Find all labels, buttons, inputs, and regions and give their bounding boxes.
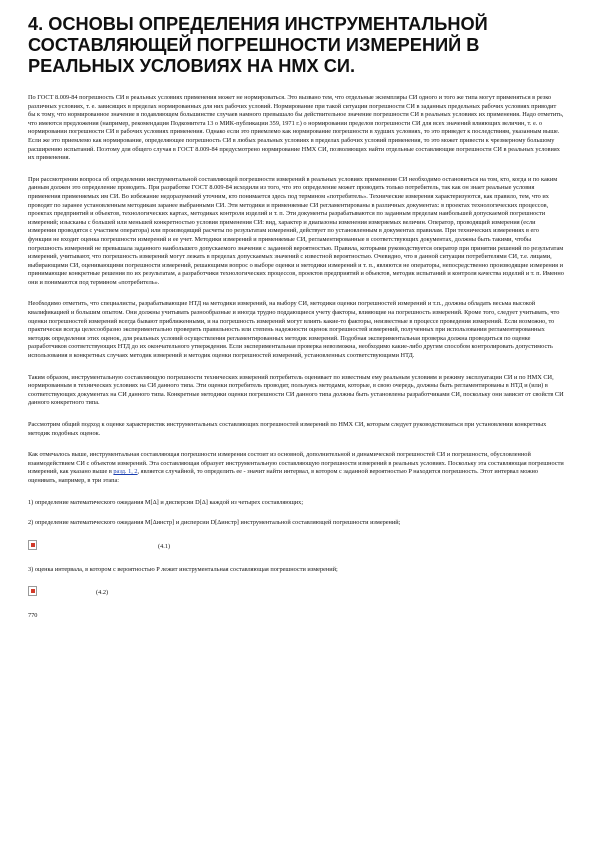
section-link[interactable]: разд. 1, 2 (113, 468, 138, 476)
paragraph-5: Рассмотрим общий подход к оценке характеристик инструментальных составляющих погрешностей измерений по НМХ СИ, которым следует руководствоваться при установлении конкретных методик подобных оценок. (28, 421, 547, 437)
formula-4-1 (28, 540, 564, 552)
paragraph-6-text-a: Как отмечалось выше, инструментальная составляющая погрешности измерения состоит из основной, дополнительной и динамической погрешностей СИ и погрешности, обусловленной взаимодействием СИ с объектом измерений. Эта составляющая образует инструментальную составляющую погрешности измерений в реальных условиях. Поскольку эта составляющая погрешности измерений, как указано выше в (28, 451, 564, 476)
step-2: 2) определение математического ожидания M[Δинстр] и дисперсии D[Δинстр] инструментальной составляющей погрешности измерений; (28, 519, 401, 527)
broken-image-icon (28, 540, 37, 550)
step-1: 1) определение математического ожидания M[Δ] и дисперсии D[Δ] каждой из четырех составляющих; (28, 498, 304, 506)
equation-number: (4.1) (158, 542, 171, 550)
paragraph-3: Необходимо отметить, что специалисты, разрабатывающие НТД на методики измерений, на выбору СИ, методики оценки погрешностей измерений и т.п., должны обладать весьма высокой квалификацией и большим опытом. Они должны учитывать разнообразные и иногда трудно поддающиеся учету факторы, влияющие на погрешность измерений. Кроме того, следует учитывать, что оценки погрешностей измерений всегда бывают приближенными, и на погрешность измерений могут влиять какие-то факторы, неизвестные в процессе проведения измерений. Если возможно, то практически всегда целесообразно экспериментально проверить правильность или степень надежности оценок погрешностей измерений, полученных при использовании регламентированных методик определения этих оценок, для реальных условий осуществления регламентированных методик измерений. Подобная экспериментальная проверка должна проводиться по оценке разработчиков соответствующих НТД до их окончательного утверждения. Если экспериментальная проверка невозможна, необходимо какие-либо другим способом контролировать допустимость использования в конкретных случаях методик измерений и методик оценки погрешностей измерений, установленных соответствующими НТД. (28, 300, 560, 360)
formula-4-2 (28, 586, 564, 598)
page-footer: 770 (28, 612, 38, 620)
equation-number: (4.2) (96, 589, 109, 597)
paragraph-6-text-b: , является случайной, то определить ее - значит найти интервал, в котором с заданной вероятностью P находится погрешность. Этот интервал можно оценивать, например, в три этапа: (28, 468, 539, 484)
broken-image-icon (28, 586, 37, 596)
paragraph-2: При рассмотрении вопроса об определении инструментальной составляющей погрешности измерений в реальных условиях применения СИ необходимо остановиться на том, кто, когда и по каким данным должен это определение проводить. При разработке ГОСТ 8.009-84 исходили из того, что это определение может проводить только потребитель, так как он знает реальные условия применения применяемых им СИ. Во избежание недоразумений уточним, кто понимается здесь под термином «потребитель». Технические измерения характеризуются, как правило, тем, что их проводят по заранее установленным методикам заранее выбранными СИ. Эти методики и применяемые СИ регламентированы в различных документах: в проектах технологических процессов, проектах предприятий и объектов, технологических картах, методиках контроля изделий и т. п. Эти документы разрабатываются по заданным пределам наибольшей допускаемой погрешности измерений; изысканы с большей или меньшей конкретностью условия применения СИ: вид, характер и диапазоны изменения измеряемых величин. Оператор, проводящий измерения (если измерения проводятся с участием оператора) или производящий расчеты по результатам измерений, действует по установленным в документах правилам. При технических измерениях в его функции не входит оценка погрешности измерений и ее учет. Методики измерений и применяемые СИ, регламентированные в соответствующих документах, должны быть такими, чтобы погрешность измерений не превышала заданного наибольшего допускаемого значения с заданной вероятностью. Правила, которыми руководствуется оператор при принятии решений по результатам измерений, учитывают, что погрешность измерений могут лежать в пределах допускаемых значений с известной вероятностью. Очевидно, что в данной ситуации потребителями СИ, т.е. лицами, выбирающими СИ, оценивающими погрешности измерений, решающими вопрос о выборе оценки и методики измерений и т. п., являются не операторы, непосредственно производящие измерения и принимающие конкретные решения по их результатам, а разработчики технологических процессов, проектов предприятий и объектов, методик испытаний и контроля качества изделий и т. п. Именно они и понимаются под термином «потребитель». (28, 175, 564, 286)
paragraph-4: Таким образом, инструментальную составляющую погрешности технических измерений потребитель оценивает по известным ему реальным условиям и режиму эксплуатации СИ и по НМХ СИ, нормированным в технических условиях на СИ данного типа. Эти оценки потребитель проводит, пользуясь методами, которые, в свою очередь, должны быть регламентированы в НТД и (или) в соответствующих документах на СИ данного типа. Конкретные методики оценки погрешности СИ данного типа должны быть установлены разработчиками СИ, поскольку они зависят от свойств СИ данного конкретного типа. (28, 373, 564, 407)
paragraph-1: По ГОСТ 8.009-84 погрешность СИ в реальных условиях применения может не нормироваться. Это вызвано тем, что отдельные экземпляры СИ одного и того же типа могут применяться в резко различных условиях, т. е. зависящих в пределах нормированных для них рабочих условий. Нормирование при такой ситуации погрешности СИ в заданных предельных рабочих условиях приводит бы к тому, что нормированное значение в подавляющем большинстве случаев намного превышало бы действительное значение погрешности СИ в реальных условиях их применения. Надо отметить, что имеются предложения (например, рекомендация Подкомитета 13 о МИК-публикации 359, 1971 г.) о нормировании пределов погрешности СИ для всех значений влияющих величин, т. е. о нормировании погрешности СИ в рабочих условиях применения. Однако если это приемлемо как нормирование погрешности в худших условиях, то это приведет к последствиям, указанным выше. Если же это приемлемо как нормирование, определяющее погрешность СИ в любых реальных условиях в пределах рабочих условий применения, то это может привести к чрезмерному большому расширению испытаний. Поэтому для общего случая в ГОСТ 8.009-84 предусмотрено нормирование НМХ СИ, позволяющих найти отдельные составляющие погрешности СИ в реальных условиях их применения. (28, 94, 564, 162)
document-page (28, 14, 564, 620)
paragraph-6 (28, 451, 564, 485)
step-3: 3) оценка интервала, в котором с вероятностью P лежит инструментальная составляющая погрешности измерений; (28, 565, 338, 573)
page-title: 4. ОСНОВЫ ОПРЕДЕЛЕНИЯ ИНСТРУМЕНТАЛЬНОЙ СОСТАВЛЯЮЩЕЙ ПОГРЕШНОСТИ ИЗМЕРЕНИЙ В РЕАЛЬНЫХ УСЛОВИЯХ НА НМХ СИ. (28, 14, 488, 76)
